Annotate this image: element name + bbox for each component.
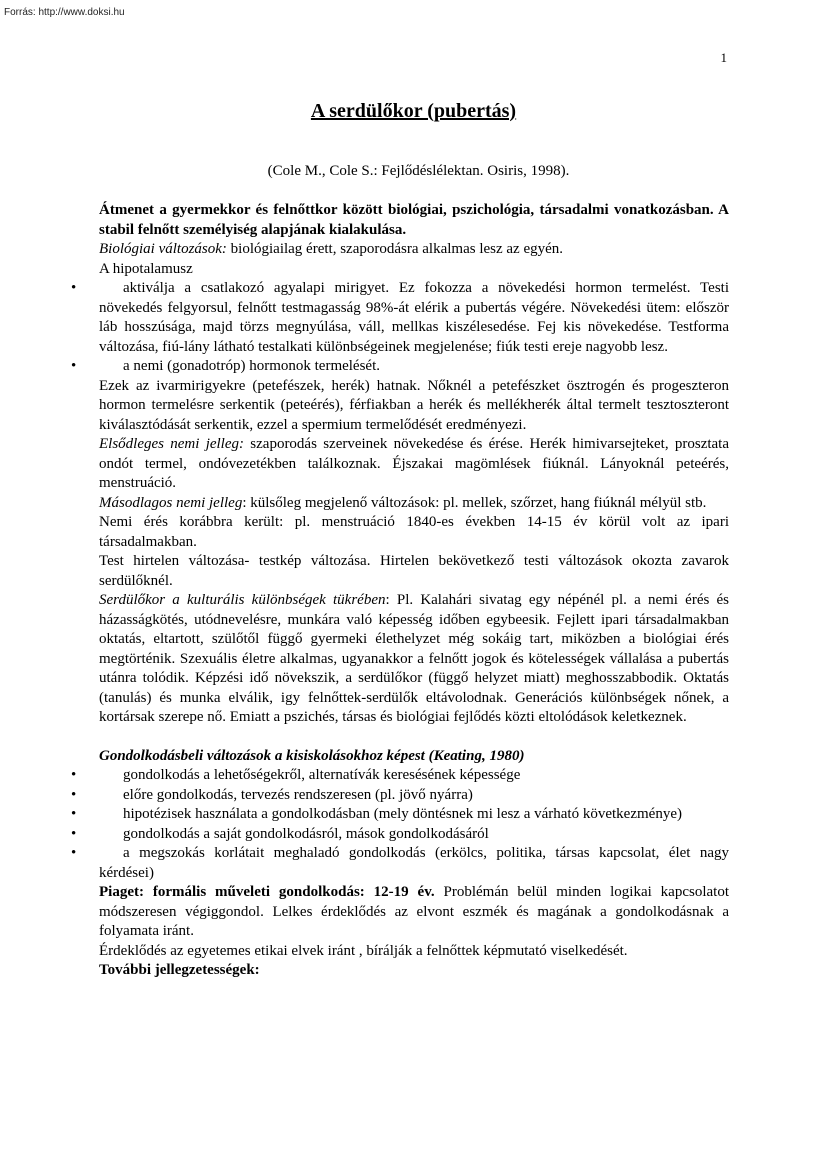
source-url: Forrás: http://www.doksi.hu <box>4 7 125 18</box>
cultural-label: Serdülőkor a kulturális különbségek tükrében <box>99 592 386 608</box>
bullet-text: hipotézisek használata a gondolkodásban (mely döntésnek mi lesz a várható következménye) <box>123 806 682 822</box>
biology-label: Biológiai változások: <box>99 241 227 257</box>
list-item <box>71 805 729 825</box>
gonads-paragraph: Ezek az ivarmirigyekre (petefészek, herék) hatnak. Nőknél a petefészket ösztrogén és progeszteron hormon termelésre serkentik (peteérés), férfiakban a herék és mellékherék által termelt tesztoszteront kiválasztódását serkentik, ezzel a spermium termelődését eredményezi. <box>99 377 729 433</box>
bullet-icon: • <box>71 845 77 861</box>
bullet-text: előre gondolkodás, tervezés rendszeresen (pl. jövő nyárra) <box>123 786 473 803</box>
page-title: A serdülőkor (pubertás) <box>310 100 517 122</box>
biology-paragraph <box>99 240 729 260</box>
piaget-label: Piaget: formális műveleti gondolkodás: 12-19 év. <box>99 884 435 900</box>
piaget-paragraph <box>99 883 729 942</box>
bullet-text: gondolkodás a saját gondolkodásról, mások gondolkodásáról <box>123 825 489 842</box>
list-item <box>71 357 729 377</box>
list-item <box>71 766 729 786</box>
primary-paragraph <box>99 435 729 494</box>
secondary-text: : külsőleg megjelenő változások: pl. mellek, szőrzet, hang fiúknál mélyül stb. <box>242 494 707 511</box>
further-heading: További jellegzetességek: <box>99 962 260 978</box>
list-item <box>71 279 729 357</box>
citation: (Cole M., Cole S.: Fejlődéslélektan. Osiris, 1998). <box>267 163 570 179</box>
document-body <box>71 201 730 981</box>
list-item <box>71 825 729 845</box>
maturity-paragraph: Nemi érés korábbra került: pl. menstruáció 1840-es években 14-15 év körül volt az ipari társadalmakban. <box>99 514 729 550</box>
thinking-heading: Gondolkodásbeli változások a kisiskolásokhoz képest (Keating, 1980) <box>99 747 525 764</box>
cultural-paragraph <box>99 591 729 728</box>
bullet-icon: • <box>71 825 77 842</box>
list-item <box>71 786 729 806</box>
secondary-paragraph <box>99 494 729 514</box>
bullet-text: a nemi (gonadotróp) hormonok termelését. <box>123 358 381 374</box>
hypothalamus-line: A hipotalamusz <box>99 260 193 277</box>
bullet-icon: • <box>71 280 77 296</box>
intro-paragraph <box>99 201 729 240</box>
bullet-icon: • <box>71 786 77 803</box>
cultural-text: : Pl. Kalahári sivatag egy népénél pl. a nemi érés és házasságkötés, utódnevelésre, munkára való képesség időben egybeesik. Fejlett ipari társadalmakban oktatás, eltartott, szülőtől függő gyermeki élethelyzet még sokáig tart, miközben a biológiai érés megtörténik. Szexuális életre alkalmas, ugyanakkor a felnőtt jogok és kötelességek vállalása a pubertás utánra tolódik. Képzési idő növekszik, a serdülőkor (függő helyzet miatt) meghosszabbodik. Oktatás (tanulás) és munka elválik, igy felnőttek-serdülők eltávolodnak. Generációs különbségek nőnek, a kortársak szerepe nő. Emiatt a pszichés, társas és biológiai fejlődés közti eltolódások keletkeznek. <box>99 592 730 725</box>
bullet-icon: • <box>71 358 77 374</box>
piaget-text: Problémán belül minden logikai kapcsolatot módszeresen végiggondol. Lelkes érdeklődés az elvont eszmék és magának a gondolkodásnak a folyamata iránt. <box>99 884 729 939</box>
bullet-text: a megszokás korlátait meghaladó gondolkodás (erkölcs, politika, társas kapcsolat, élet nagy kérdései) <box>99 845 729 881</box>
bullet-text: aktiválja a csatlakozó agyalapi mirigyet. Ez fokozza a növekedési hormon termelést. Testi növekedés felgyorsul, felnőtt testmagasság 98%-át elérik a pubertás végére. Növekedési ütem: először láb hosszúsága, majd törzs megnyúlása, váll, mellkas kiszélesedése. Fej kis növekedése. Testforma változása, fiú-lány látható testalkati különbségeinek megjelenése; fiúk testi ereje nagyobb lesz. <box>99 280 729 355</box>
bullet-icon: • <box>71 806 77 822</box>
primary-label: Elsődleges nemi jelleg: <box>99 436 245 452</box>
primary-text: szaporodás szerveinek növekedése és érése. Herék himivarsejteket, prosztata ondót termel, ondóvezetékben találkoznak. Éjszakai magömlések fiúknál. Lányoknál peteérés, menstruáció. <box>99 436 729 491</box>
ethics-paragraph: Érdeklődés az egyetemes etikai elvek iránt , bírálják a felnőttek képmutató viselkedését. <box>99 942 628 959</box>
secondary-label: Másodlagos nemi jelleg <box>99 494 243 511</box>
intro-bold-text: Átmenet a gyermekkor és felnőttkor között biológiai, pszichológia, társadalmi vonatkozásban. A stabil felnőtt személyiség alapjának kialakulása. <box>99 202 729 238</box>
page-number: 1 <box>720 50 727 65</box>
bullet-text: gondolkodás a lehetőségekről, alternatívák keresésének képessége <box>123 767 521 783</box>
list-item <box>71 844 729 883</box>
bullet-icon: • <box>71 767 77 783</box>
biology-text: biológiailag érett, szaporodásra alkalmas lesz az egyén. <box>226 241 564 257</box>
body-image-paragraph: Test hirtelen változása- testkép változása. Hirtelen bekövetkező testi változások okozta zavarok serdülőknél. <box>99 553 729 589</box>
